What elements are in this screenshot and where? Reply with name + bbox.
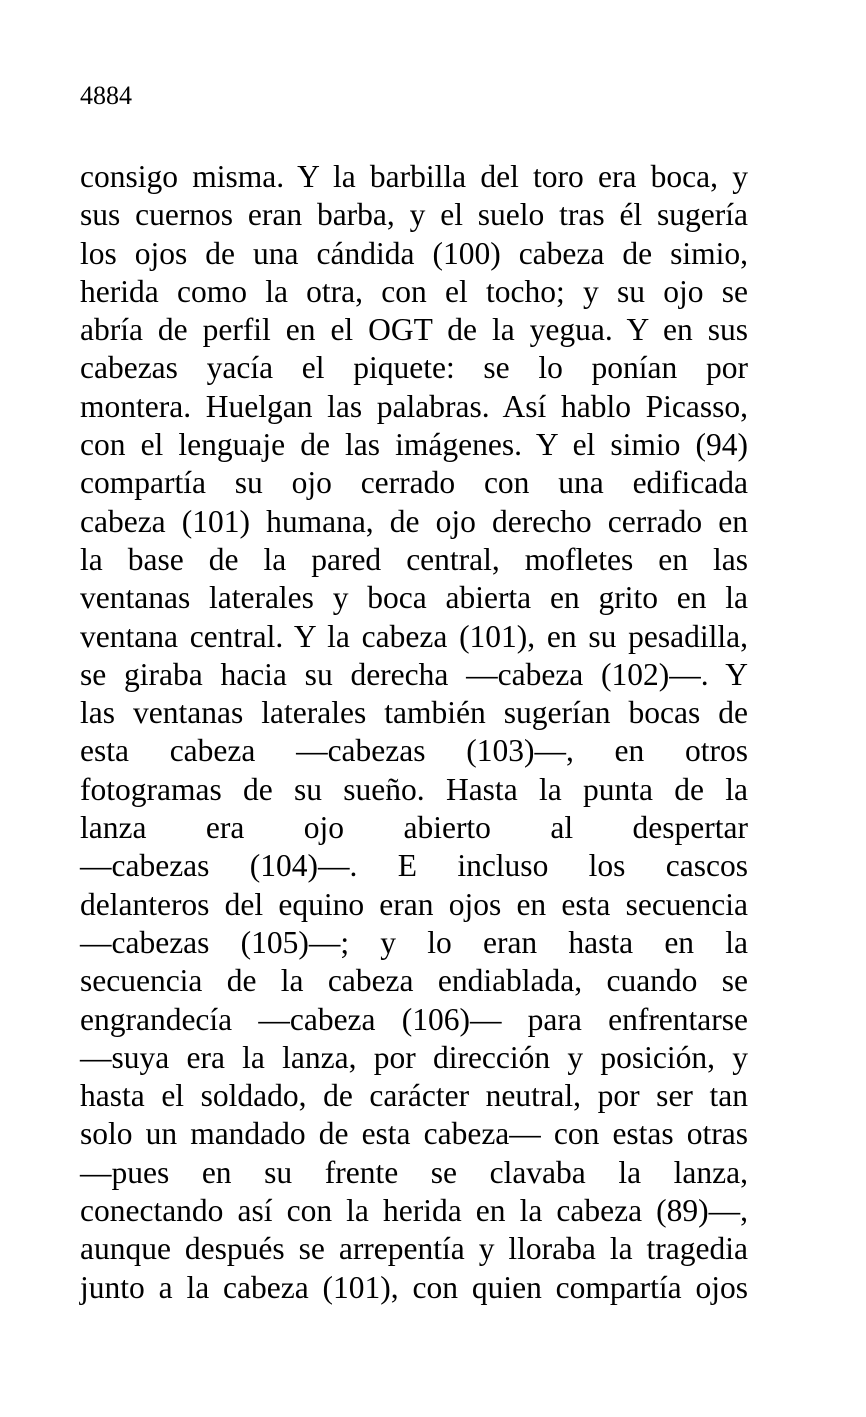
text-line: los ojos de una cándida (100) cabeza de simio, — [80, 235, 748, 271]
text-line: se giraba hacia su derecha —cabeza (102)—. Y — [80, 656, 748, 692]
text-line: solo un mandado de esta cabeza— con estas otras — [80, 1116, 748, 1152]
text-line: delanteros del equino eran ojos en esta secuencia — [80, 886, 748, 922]
text-line: abría de perfil en el OGT de la yegua. Y en sus — [80, 312, 748, 348]
text-line: herida como la otra, con el tocho; y su ojo se — [80, 273, 748, 309]
text-line: cabezas yacía el piquete: se lo ponían por — [80, 350, 748, 386]
text-line: conectando así con la herida en la cabeza (89)—, — [80, 1193, 748, 1229]
text-line: sus cuernos eran barba, y el suelo tras él sugería — [80, 197, 748, 233]
text-line: hasta el soldado, de carácter neutral, por ser tan — [80, 1078, 748, 1114]
text-line: aunque después se arrepentía y lloraba la tragedia — [80, 1231, 748, 1267]
text-line: cabeza (101) humana, de ojo derecho cerrado en — [80, 503, 748, 539]
text-line: lanza era ojo abierto al despertar — [80, 810, 748, 846]
text-line: engrandecía —cabeza (106)— para enfrentarse — [80, 1001, 748, 1037]
text-line: —pues en su frente se clavaba la lanza, — [80, 1154, 748, 1190]
text-line: con el lenguaje de las imágenes. Y el simio (94) — [80, 427, 748, 463]
text-line: esta cabeza —cabezas (103)—, en otros — [80, 733, 748, 769]
page-number: 4884 — [80, 81, 132, 110]
text-line: las ventanas laterales también sugerían bocas de — [80, 695, 748, 731]
text-line: —cabezas (105)—; y lo eran hasta en la — [80, 924, 748, 960]
text-line: compartía su ojo cerrado con una edificada — [80, 465, 748, 501]
text-line: —cabezas (104)—. E incluso los cascos — [80, 848, 748, 884]
text-line: ventana central. Y la cabeza (101), en su pesadilla, — [80, 618, 748, 654]
body-text — [80, 158, 748, 1307]
text-line: ventanas laterales y boca abierta en grito en la — [80, 580, 748, 616]
text-line: junto a la cabeza (101), con quien compartía ojos — [80, 1269, 748, 1305]
text-line: consigo misma. Y la barbilla del toro era boca, y — [80, 159, 748, 194]
text-line: fotogramas de su sueño. Hasta la punta de la — [80, 771, 748, 807]
text-line: secuencia de la cabeza endiablada, cuando se — [80, 963, 748, 999]
text-line: —suya era la lanza, por dirección y posición, y — [80, 1039, 748, 1075]
text-line: montera. Huelgan las palabras. Así hablo Picasso, — [80, 388, 748, 424]
text-line: la base de la pared central, mofletes en las — [80, 541, 748, 577]
